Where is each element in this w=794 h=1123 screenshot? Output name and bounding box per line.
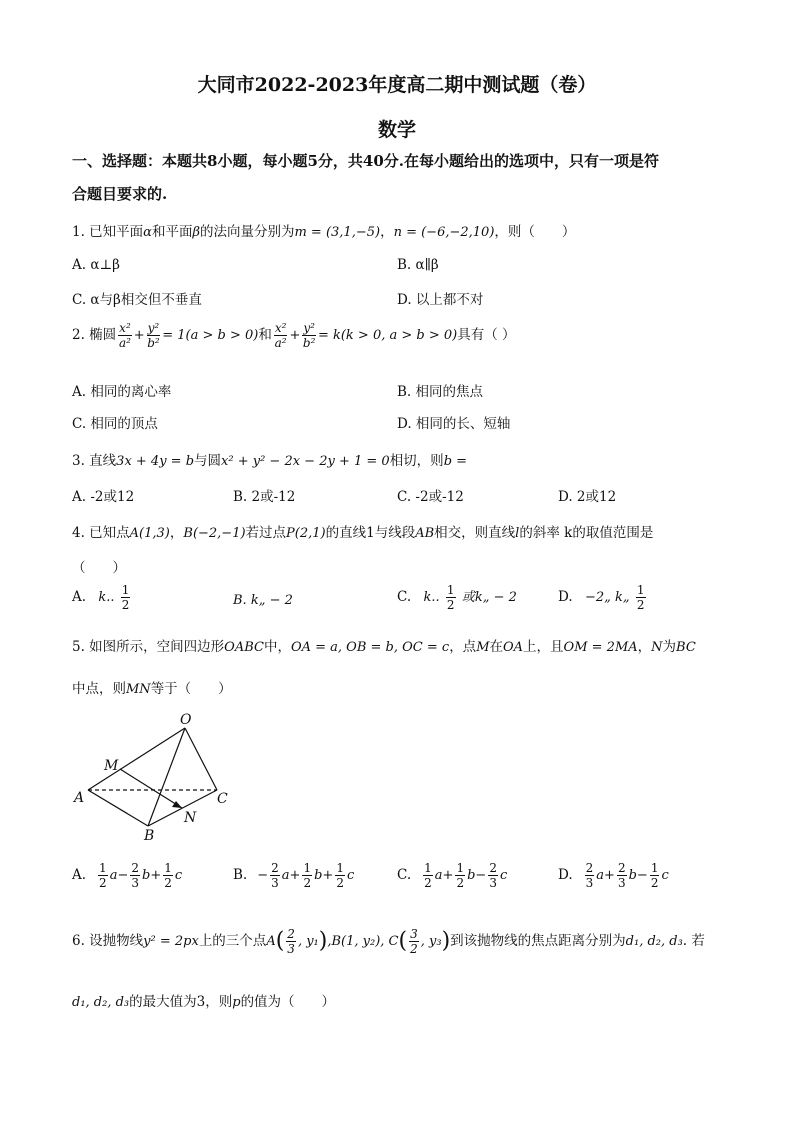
question-3-stem: 3. 直线3x + 4y = b与圆x² + y² − 2x − 2y + 1 = 0相切，则b = — [72, 453, 468, 469]
term-coefficient: $\frac{1}{2}$ — [303, 861, 312, 890]
q1-text: 和平面 — [151, 224, 193, 240]
q3-option-a: A. -2或12 — [72, 489, 135, 505]
edge-bc — [148, 790, 217, 826]
q2-frac-y2-b2: $\frac{\text{y²}}{\text{b²}}$ — [147, 321, 160, 350]
label-b: B — [144, 828, 155, 844]
q4-point-p: P(2,1) — [286, 526, 326, 541]
q1-text: 的法向量分别为 — [199, 224, 295, 240]
q3-option-b: B. 2或-12 — [233, 489, 296, 505]
term-vector: a — [434, 868, 443, 883]
term-sign: + — [604, 868, 615, 883]
section-heading-line1: 一、选择题：本题共8小题，每小题5分，共40分.在每小题给出的选项中，只有一项是符 — [72, 152, 659, 170]
q4-option-a: A. k.. $\frac{1}{2}$ — [72, 583, 130, 612]
term-coefficient: $\frac{1}{2}$ — [164, 861, 172, 890]
term-vector: a — [596, 868, 605, 883]
edge-ob — [148, 728, 185, 826]
term-sign: − — [636, 868, 648, 883]
term-coefficient: $\frac{2}{3}$ — [585, 861, 594, 890]
term-vector: c — [346, 868, 355, 883]
term-sign: − — [117, 868, 129, 883]
q4-point-b: B(−2,−1) — [183, 526, 246, 541]
term-sign: + — [150, 868, 162, 883]
q1-option-d: D. 以上都不对 — [397, 292, 484, 308]
question-4-stem: 4. 已知点A(1,3)，B(−2,−1)若过点P(2,1)的直线1与线段AB相交，则直线l的斜率 k的取值范围是 — [72, 525, 654, 541]
term-coefficient: $\frac{1}{2}$ — [456, 861, 465, 890]
label-a: A — [74, 790, 85, 806]
label-c: C — [217, 791, 228, 807]
term-vector: a — [281, 868, 290, 883]
exam-subject: 数学 — [377, 119, 416, 141]
segment-mn — [120, 769, 182, 808]
q5-option-a: A. $\frac{1}{2}$ a− $\frac{2}{3}$ b+ $\frac{1}{2}$ c — [72, 861, 183, 890]
question-6-stem: 6. 设抛物线y² = 2px上的三个点A( $\frac{2}{3}$ , y₁),B(1, y₂), C( $\frac{3}{2}$ , y₃)到该抛物线的焦点距离分别为d₁, d₂, d₃. 若 — [72, 927, 705, 956]
question-5-stem-line2: 中点，则MN等于（ ） — [72, 681, 232, 697]
term-vector: c — [499, 868, 508, 883]
term-sign: + — [289, 868, 301, 883]
edge-oa — [88, 728, 185, 790]
term-sign: − — [257, 868, 269, 883]
q1-alpha: α — [143, 225, 152, 240]
q1-beta: β — [192, 225, 200, 240]
term-vector: b — [142, 868, 151, 883]
q2-eq2-rhs: = k(k > 0, a > b > 0) — [317, 328, 458, 343]
q4-option-b: B. k„ − 2 — [233, 593, 293, 608]
edge-oc — [185, 728, 217, 790]
term-sign: + — [322, 868, 334, 883]
q5-vector-mn: MN — [126, 682, 151, 697]
question-1-stem — [72, 220, 575, 240]
question-6-stem-line2: d₁, d₂, d₃的最大值为3，则p的值为（ ） — [72, 994, 336, 1010]
q2-text: 2. 椭圆 — [72, 326, 117, 343]
q6-frac-3-2: $\frac{3}{2}$ — [410, 927, 418, 956]
term-coefficient: $\frac{1}{2}$ — [424, 861, 432, 890]
term-coefficient: $\frac{1}{2}$ — [336, 861, 344, 890]
q4-option-d: D. −2„ k„ $\frac{1}{2}$ — [558, 583, 645, 612]
label-n: N — [184, 810, 197, 826]
label-o: O — [180, 712, 192, 728]
q2-option-a: A. 相同的离心率 — [72, 384, 172, 400]
q1-vector-n: n = (−6,−2,10) — [393, 225, 495, 240]
q5-option-b: B. − $\frac{2}{3}$ a+ $\frac{1}{2}$ b+ $\frac{1}{2}$ c — [233, 861, 355, 890]
q2-eq1-rhs: = 1(a > b > 0) — [162, 328, 259, 343]
term-coefficient: $\frac{2}{3}$ — [271, 861, 279, 890]
term-coefficient: $\frac{2}{3}$ — [131, 861, 139, 890]
tetrahedron-figure — [64, 708, 244, 848]
q3-option-c: C. -2或-12 — [397, 489, 464, 505]
term-coefficient: $\frac{1}{2}$ — [99, 861, 107, 890]
term-vector: c — [174, 868, 183, 883]
term-vector: b — [628, 868, 637, 883]
term-vector: b — [314, 868, 323, 883]
q1-text: 1. 已知平面 — [72, 224, 144, 240]
edge-ab — [88, 790, 148, 826]
term-coefficient: $\frac{2}{3}$ — [617, 861, 626, 890]
section-heading-line2: 合题目要求的. — [72, 185, 168, 203]
q5-vector-defs: OA = a, OB = b, OC = c — [290, 640, 450, 655]
q5-relation: OM = 2MA — [563, 640, 638, 655]
q1-vector-m: m = (3,1,−5) — [294, 225, 381, 240]
term-vector: b — [467, 868, 476, 883]
term-coefficient: $\frac{1}{2}$ — [650, 861, 659, 890]
q2-frac-y2-b2-b: $\frac{\text{y²}}{\text{b²}}$ — [302, 321, 316, 350]
q4-point-a: A(1,3) — [129, 526, 170, 541]
q4-frac-half: $\frac{1}{2}$ — [121, 583, 130, 612]
q2-option-b: B. 相同的焦点 — [397, 384, 484, 400]
term-sign: − — [475, 868, 487, 883]
term-vector: c — [661, 868, 669, 883]
exam-title: 大同市2022-2023年度高二期中测试题（卷） — [197, 74, 597, 96]
q6-frac-2-3: $\frac{2}{3}$ — [287, 927, 295, 956]
q1-option-b: B. α∥β — [397, 257, 439, 273]
term-coefficient: $\frac{2}{3}$ — [489, 861, 497, 890]
q4-paren: （ ） — [72, 560, 126, 576]
q2-option-d: D. 相同的长、短轴 — [397, 416, 511, 432]
q4-frac-half-c: $\frac{1}{2}$ — [446, 583, 455, 612]
q4-frac-half-d: $\frac{1}{2}$ — [636, 583, 645, 612]
q5-option-d: D. $\frac{2}{3}$ a+ $\frac{2}{3}$ b− $\frac{1}{2}$ c — [558, 861, 669, 890]
q1-option-c: C. α与β相交但不垂直 — [72, 292, 202, 308]
q6-parabola: y² = 2px — [143, 934, 199, 949]
question-2-stem: 2. 椭圆 $\frac{\text{x²}}{\text{a²}}$ + $\frac{\text{y²}}{\text{b²}}$ = 1(a > b > 0)和 $\frac{\text{x²}}{\text{a²}}$ + $\frac{\text{y²}}{\text{b²}}$ = k(k > 0, a > b > 0)具有（ ） — [72, 321, 516, 350]
question-5-stem: 5. 如图所示，空间四边形OABC中，OA = a, OB = b, OC = c，点M在OA上，且OM = 2MA，N为BC — [72, 639, 696, 655]
q1-text: ，则（ ） — [494, 224, 576, 240]
term-sign: + — [442, 868, 454, 883]
q2-frac-x2-a2-b: $\frac{\text{x²}}{\text{a²}}$ — [274, 321, 287, 350]
q1-sep: ， — [380, 224, 394, 240]
q2-option-c: C. 相同的顶点 — [72, 416, 158, 432]
q2-frac-x2-a2: $\frac{\text{x²}}{\text{a²}}$ — [118, 321, 131, 350]
q5-option-c: C. $\frac{1}{2}$ a+ $\frac{1}{2}$ b− $\frac{2}{3}$ c — [397, 861, 508, 890]
q1-option-a: A. α⊥β — [72, 257, 120, 273]
q3-circle-equation: x² + y² − 2x − 2y + 1 = 0 — [221, 454, 390, 469]
term-vector: a — [109, 868, 118, 883]
q3-line-equation: 3x + 4y = b — [116, 454, 195, 469]
label-m: M — [104, 758, 119, 774]
q3-option-d: D. 2或12 — [558, 489, 617, 505]
q4-option-c: C. k.. $\frac{1}{2}$ 或k„ − 2 — [397, 583, 517, 612]
